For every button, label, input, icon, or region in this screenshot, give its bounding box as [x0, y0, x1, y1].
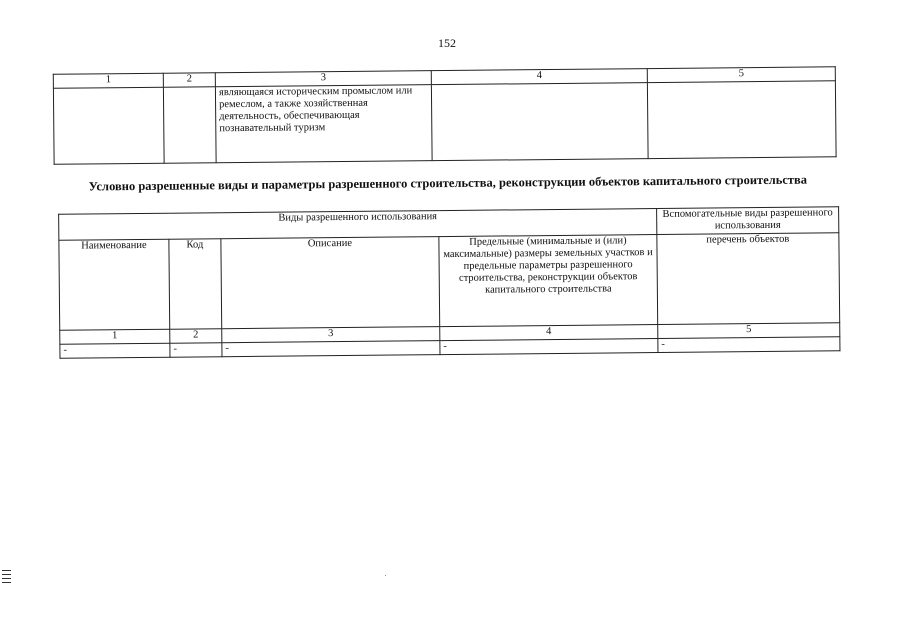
header-name: Наименование	[59, 239, 170, 330]
header-aux-list: перечень объектов	[657, 233, 840, 325]
cell-code: -	[170, 343, 222, 357]
col-number-2: 2	[163, 73, 215, 87]
scan-speck	[385, 575, 386, 576]
section-title: Условно разрешенные виды и параметры разрешенного строительства, реконструкции объектов капитального строительства	[88, 172, 808, 194]
cell-aux	[647, 81, 836, 159]
col-number-1: 1	[60, 329, 170, 344]
header-code: Код	[169, 239, 222, 329]
col-number-4: 4	[431, 69, 647, 85]
header-params: Предельные (минимальные и (или) максимальные) размеры земельных участков и предельные параметры разрешенного строительства, реконструкции объектов капитального строительства	[439, 235, 658, 327]
page-number: 152	[438, 36, 456, 50]
col-number-1: 1	[53, 73, 163, 88]
group-header-main: Виды разрешенного использования	[59, 209, 657, 241]
col-number-4: 4	[440, 325, 658, 341]
col-number-5: 5	[647, 67, 835, 83]
col-number-3: 3	[222, 327, 440, 343]
cell-description: являющаяся историческим промыслом или ремеслом, а также хозяйственная деятельность, обеспечивающая познавательный туризм	[215, 85, 432, 163]
cell-aux: -	[658, 337, 840, 353]
table-row	[53, 81, 836, 165]
cell-description: -	[222, 341, 440, 357]
header-description: Описание	[221, 237, 440, 329]
table-top	[53, 66, 837, 165]
cell-code	[163, 87, 216, 163]
group-header-aux: Вспомогательные виды разрешенного использования	[657, 207, 839, 235]
cell-name: -	[60, 343, 170, 358]
margin-mark	[2, 570, 11, 586]
cell-name	[53, 87, 164, 164]
col-number-5: 5	[658, 323, 840, 339]
col-number-2: 2	[170, 329, 222, 343]
column-header-row	[59, 233, 840, 330]
col-number-3: 3	[215, 71, 431, 87]
cell-params	[431, 83, 648, 161]
cell-params: -	[440, 339, 658, 355]
table-conditional-uses	[58, 206, 840, 358]
